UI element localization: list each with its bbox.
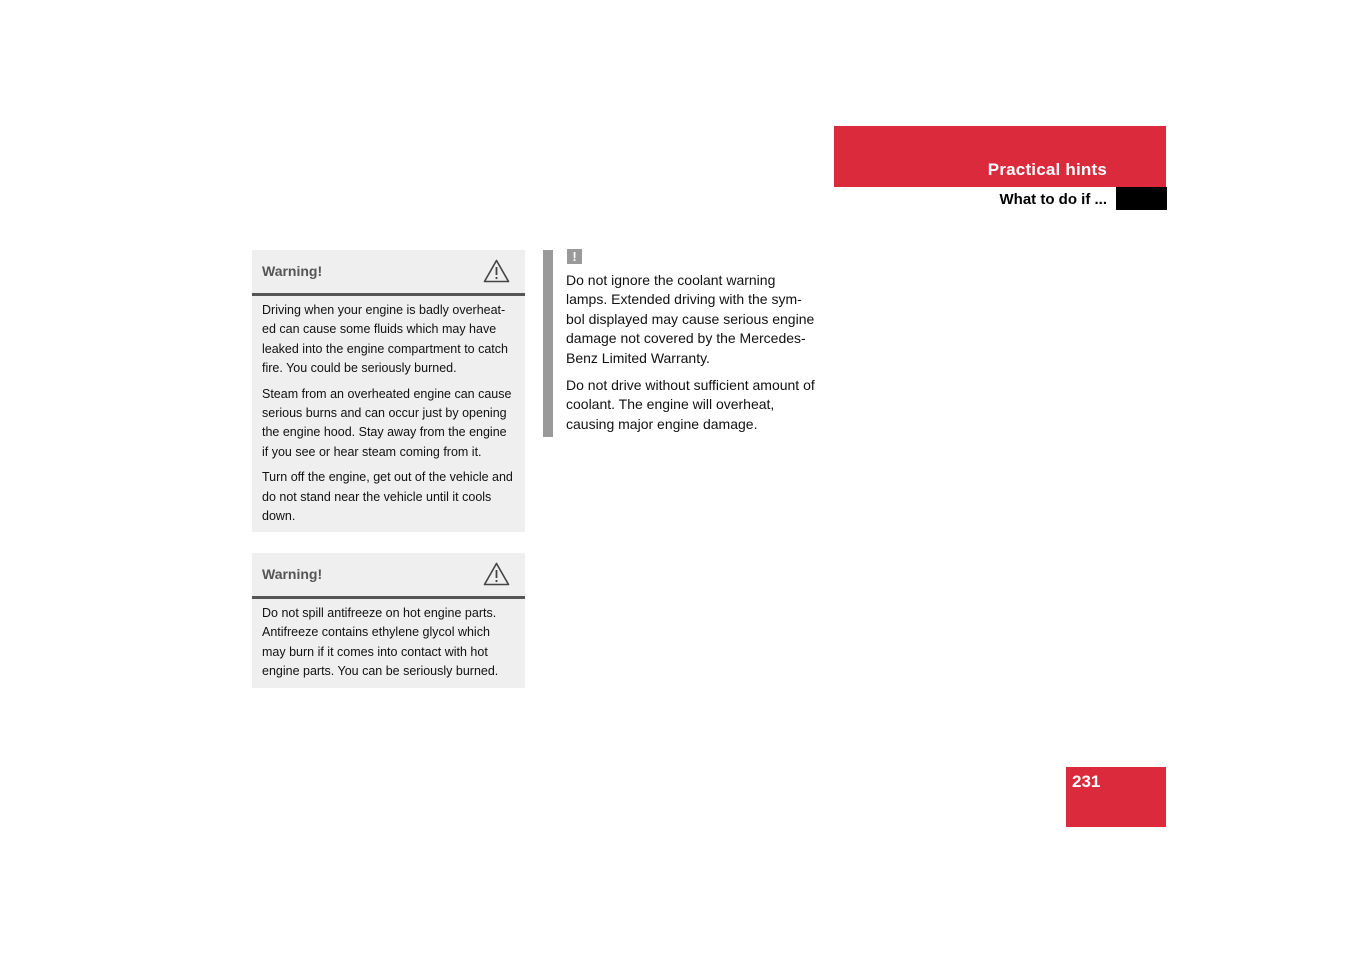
warning-paragraph: Do not spill antifreeze on hot engine parts. Antifreeze contains ethylene glycol which may burn if it comes into contact with hot engine parts. You can be seriously burned. xyxy=(262,606,499,679)
section-tab-marker xyxy=(1116,187,1167,210)
section-title: Practical hints xyxy=(987,160,1107,179)
warning-paragraph: Turn off the engine, get out of the vehicle and do not stand near the vehicle until it cools down. xyxy=(262,470,513,524)
subsection-title: What to do if ... xyxy=(999,191,1107,208)
note-side-bar xyxy=(543,250,553,437)
note-paragraph: Do not drive without sufficient amount of coolant. The engine will overheat, causing major engine damage. xyxy=(566,377,815,432)
note-paragraph: Do not ignore the coolant warning lamps. Extended driving with the sym-bol displayed may cause serious engine damage not covered by the Mercedes-Benz Limited Warranty. xyxy=(566,272,815,366)
warning-body xyxy=(252,599,525,688)
page-number-box xyxy=(1066,767,1166,827)
warning-box xyxy=(252,553,525,688)
exclamation-icon: ! xyxy=(567,249,582,264)
warning-title: Warning! xyxy=(262,263,323,279)
warning-paragraph: Driving when your engine is badly overheat-ed can cause some fluids which may have leaked into the engine compartment to catch fire. You could be seriously burned. xyxy=(262,303,508,376)
warning-header xyxy=(252,250,525,296)
warning-triangle-icon xyxy=(483,259,510,283)
warning-header xyxy=(252,553,525,599)
warning-triangle-icon xyxy=(483,562,510,586)
warning-box xyxy=(252,250,525,532)
warning-paragraph: Steam from an overheated engine can cause serious burns and can occur just by opening the engine hood. Stay away from the engine if you see or hear steam coming from it. xyxy=(262,386,512,459)
note-text xyxy=(566,271,818,442)
warning-title: Warning! xyxy=(262,566,323,582)
warning-body xyxy=(252,296,525,532)
page-number: 231 xyxy=(1072,772,1101,791)
